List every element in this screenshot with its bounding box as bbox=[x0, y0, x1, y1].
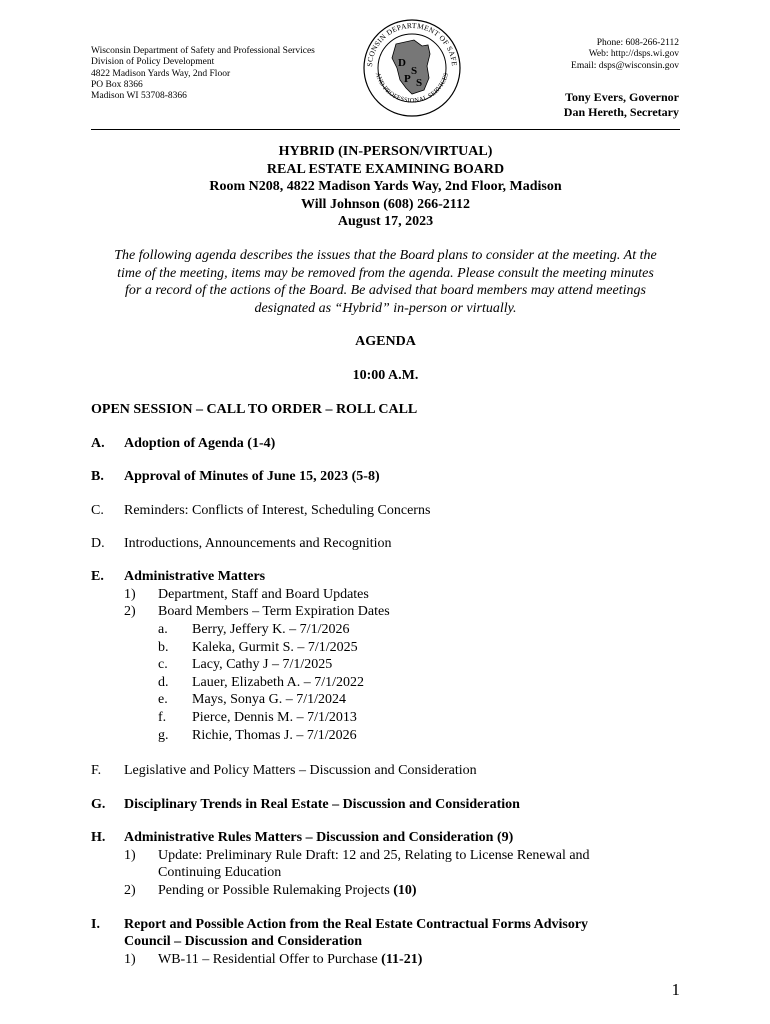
sub-number: 1) bbox=[124, 848, 136, 863]
member-term: Mays, Sonya G. – 7/1/2024 bbox=[192, 692, 346, 707]
member-term: Lacy, Cathy J – 7/1/2025 bbox=[192, 657, 333, 672]
item-letter: A. bbox=[91, 436, 105, 451]
item-letter: E. bbox=[91, 569, 104, 584]
intro-line: for a record of the actions of the Board. Be advised that board members may attend meetings bbox=[125, 283, 646, 299]
governor-name: Tony Evers, Governor bbox=[565, 90, 679, 104]
sub-item-text: Department, Staff and Board Updates bbox=[158, 587, 369, 602]
officials bbox=[564, 90, 679, 120]
meeting-location: Room N208, 4822 Madison Yards Way, 2nd Floor, Madison bbox=[209, 179, 562, 195]
item-letter: D. bbox=[91, 536, 105, 551]
svg-text:S: S bbox=[416, 77, 423, 89]
svg-text:AND PROFESSIONAL SERVICES: AND PROFESSIONAL SERVICES bbox=[373, 71, 451, 105]
svg-text:D: D bbox=[398, 57, 406, 69]
department-address bbox=[91, 46, 351, 102]
member-letter: g. bbox=[158, 728, 169, 743]
email-line: Email: dsps@wisconsin.gov bbox=[571, 60, 679, 71]
item-text: Legislative and Policy Matters – Discussion and Consideration bbox=[124, 763, 477, 778]
meeting-time: 10:00 A.M. bbox=[352, 368, 419, 383]
item-letter: I. bbox=[91, 917, 100, 932]
dsps-seal-logo bbox=[362, 18, 462, 118]
open-session-heading: OPEN SESSION – CALL TO ORDER – ROLL CALL bbox=[91, 402, 418, 417]
sub-item-wrap bbox=[158, 951, 658, 969]
item-text: Administrative Matters bbox=[124, 569, 266, 584]
page-ref: (11-21) bbox=[381, 952, 423, 967]
intro-line: time of the meeting, items may be removed from the agenda. Please consult the meeting minutes bbox=[117, 265, 654, 281]
sub-number: 2) bbox=[124, 604, 136, 619]
sub-item-text: Update: Preliminary Rule Draft: 12 and 25, Relating to License Renewal and bbox=[158, 848, 590, 863]
address-line: Wisconsin Department of Safety and Professional Services bbox=[91, 46, 315, 56]
agenda-heading: AGENDA bbox=[355, 334, 416, 349]
header-divider bbox=[91, 129, 680, 130]
intro-line: designated as “Hybrid” in-person or virtually. bbox=[254, 300, 517, 316]
sub-item-wrap bbox=[158, 882, 658, 900]
member-term: Pierce, Dennis M. – 7/1/2013 bbox=[192, 710, 357, 725]
item-letter: H. bbox=[91, 830, 106, 845]
secretary-name: Dan Hereth, Secretary bbox=[563, 105, 679, 119]
intro-line: The following agenda describes the issues that the Board plans to consider at the meeting. At the bbox=[114, 248, 657, 263]
sub-item-text-cont: Continuing Education bbox=[158, 865, 282, 880]
address-line: PO Box 8366 bbox=[91, 79, 143, 90]
member-letter: e. bbox=[158, 692, 168, 707]
member-letter: b. bbox=[158, 640, 169, 655]
member-term: Kaleka, Gurmit S. – 7/1/2025 bbox=[192, 640, 358, 655]
sub-item-text: Pending or Possible Rulemaking Projects bbox=[158, 883, 390, 898]
member-letter: f. bbox=[158, 710, 167, 725]
sub-item-text: Board Members – Term Expiration Dates bbox=[158, 604, 390, 619]
web-line: Web: http://dsps.wi.gov bbox=[588, 49, 679, 60]
member-term: Lauer, Elizabeth A. – 7/1/2022 bbox=[192, 675, 365, 690]
sub-item-text: WB-11 – Residential Offer to Purchase bbox=[158, 952, 378, 967]
address-line: 4822 Madison Yards Way, 2nd Floor bbox=[91, 68, 231, 79]
item-letter: C. bbox=[91, 503, 104, 518]
meeting-format: HYBRID (IN-PERSON/VIRTUAL) bbox=[278, 144, 493, 159]
svg-text:WISCONSIN DEPARTMENT OF SAFETY: SCONSIN DEPARTMENT OF SAFE bbox=[364, 20, 460, 68]
item-text: Adoption of Agenda (1-4) bbox=[124, 436, 276, 451]
phone-line: Phone: 608-266-2112 bbox=[596, 38, 679, 48]
item-letter: G. bbox=[91, 797, 106, 812]
item-text: Reminders: Conflicts of Interest, Scheduling Concerns bbox=[124, 503, 431, 518]
sub-number: 2) bbox=[124, 883, 136, 898]
sub-number: 1) bbox=[124, 587, 136, 602]
item-text-wrap bbox=[124, 829, 680, 847]
address-line: Madison WI 53708-8366 bbox=[91, 91, 187, 102]
page-ref: (9) bbox=[496, 830, 514, 845]
svg-text:P: P bbox=[404, 73, 411, 85]
item-letter: B. bbox=[91, 469, 104, 484]
svg-text:S: S bbox=[411, 65, 418, 77]
sub-number: 1) bbox=[124, 952, 136, 967]
board-name: REAL ESTATE EXAMINING BOARD bbox=[266, 161, 505, 177]
meeting-title-block bbox=[91, 143, 680, 231]
member-letter: c. bbox=[158, 657, 168, 672]
member-term: Berry, Jeffery K. – 7/1/2026 bbox=[192, 622, 350, 637]
meeting-date: August 17, 2023 bbox=[337, 214, 434, 230]
contact-info bbox=[571, 38, 679, 72]
item-text: Approval of Minutes of June 15, 2023 (5-8) bbox=[124, 469, 380, 484]
item-text: Administrative Rules Matters – Discussion and Consideration bbox=[124, 830, 494, 845]
page-number: 1 bbox=[671, 980, 680, 999]
item-text: Disciplinary Trends in Real Estate – Discussion and Consideration bbox=[124, 797, 520, 812]
contact-person: Will Johnson (608) 266-2112 bbox=[301, 196, 470, 212]
member-term: Richie, Thomas J. – 7/1/2026 bbox=[192, 728, 357, 743]
item-text: Report and Possible Action from the Real Estate Contractual Forms Advisory bbox=[124, 917, 589, 932]
item-letter: F. bbox=[91, 763, 102, 778]
member-letter: d. bbox=[158, 675, 169, 690]
item-text-cont: Council – Discussion and Consideration bbox=[124, 934, 363, 949]
item-text: Introductions, Announcements and Recognition bbox=[124, 536, 392, 551]
page-ref: (10) bbox=[393, 883, 417, 898]
address-line: Division of Policy Development bbox=[91, 57, 215, 68]
agenda-intro bbox=[91, 247, 680, 317]
member-letter: a. bbox=[158, 622, 168, 637]
